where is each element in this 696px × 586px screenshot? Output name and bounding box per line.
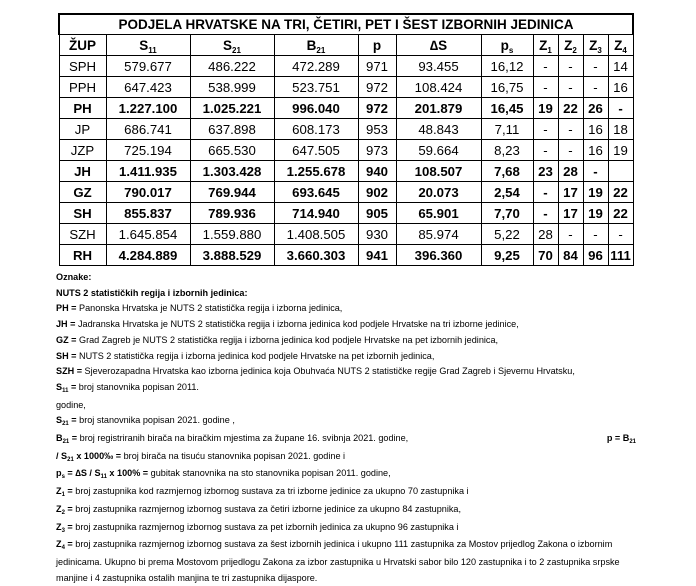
- table-cell: 538.999: [190, 77, 274, 98]
- table-cell: 769.944: [190, 182, 274, 203]
- legend-item-jh: JH = Jadranska Hrvatska je NUTS 2 statistička regija i izborna jedinica kod podjele Hrvatske na tri izborne jedinice,: [56, 319, 519, 330]
- table-cell: 19: [583, 203, 608, 224]
- table-body: [59, 56, 633, 266]
- table-cell: -: [558, 140, 583, 161]
- table-cell: 472.289: [274, 56, 358, 77]
- table-cell: 28: [558, 161, 583, 182]
- table-cell: 579.677: [106, 56, 190, 77]
- table-cell: 8,23: [481, 140, 533, 161]
- table-cell: 16: [583, 140, 608, 161]
- table-cell: 19: [583, 182, 608, 203]
- table-cell: 28: [533, 224, 558, 245]
- legend-item-ph: PH = Panonska Hrvatska je NUTS 2 statistička regija i izborna jedinica,: [56, 303, 343, 314]
- legend: [56, 270, 636, 586]
- table-cell: 941: [358, 245, 396, 266]
- table-cell: 665.530: [190, 140, 274, 161]
- table-cell: -: [583, 161, 608, 182]
- table-cell: RH: [59, 245, 106, 266]
- table-cell: 3.660.303: [274, 245, 358, 266]
- table-cell: -: [583, 56, 608, 77]
- table-cell: -: [533, 56, 558, 77]
- header-s21: $S_{21}$: [190, 35, 274, 56]
- table-cell: 953: [358, 119, 396, 140]
- table-row: [59, 140, 633, 161]
- table-cell: 7,68: [481, 161, 533, 182]
- table-cell: -: [583, 77, 608, 98]
- table-cell: 84: [558, 245, 583, 266]
- table-cell: 1.408.505: [274, 224, 358, 245]
- table-cell: 790.017: [106, 182, 190, 203]
- header-z3: $Z_3$: [583, 35, 608, 56]
- table-cell: 902: [358, 182, 396, 203]
- table-cell: 23: [533, 161, 558, 182]
- table-cell: 93.455: [396, 56, 481, 77]
- header-z2: $Z_2$: [558, 35, 583, 56]
- legend-item-p: / $S_{21}$ x 1000‰ = broj birača na tisuću stanovnika popisan 2021. godine i: [56, 450, 346, 463]
- table-cell: 65.901: [396, 203, 481, 224]
- table-cell: 96: [583, 245, 608, 266]
- table-cell: 972: [358, 77, 396, 98]
- table-cell: -: [608, 98, 633, 119]
- table-cell: 14: [608, 56, 633, 77]
- table-cell: -: [558, 119, 583, 140]
- table-row: [59, 245, 633, 266]
- table-title: PODJELA HRVATSKE NA TRI, ČETIRI, PET I ŠEST IZBORNIH JEDINICA: [59, 14, 633, 35]
- table-cell: 637.898: [190, 119, 274, 140]
- table-cell: 48.843: [396, 119, 481, 140]
- table-cell: SPH: [59, 56, 106, 77]
- table-row: [59, 161, 633, 182]
- table-cell: 26: [583, 98, 608, 119]
- legend-item-z4: $Z_4$ = broj zastupnika razmjernog izbornog sustava za šest izbornih jedinica i ukupno 111 zastupnika za Mostov prijedlog Zakona o izbornim jedinicama. Ukupno bi prema Mostovom prijedlogu Zakona za izbor zastupnika u Hrvatski sabor bilo 120 zastupnika i to 2 zastupnika srpske manjine i 4 zastupnika ostalih manjina te tri zastupnika dijaspore.: [56, 539, 620, 583]
- table-cell: 16: [583, 119, 608, 140]
- table-cell: 1.227.100: [106, 98, 190, 119]
- table-cell: 18: [608, 119, 633, 140]
- table-cell: JH: [59, 161, 106, 182]
- table-cell: 22: [558, 98, 583, 119]
- table-cell: 3.888.529: [190, 245, 274, 266]
- table-cell: 1.303.428: [190, 161, 274, 182]
- table-cell: 396.360: [396, 245, 481, 266]
- table-cell: 7,70: [481, 203, 533, 224]
- table-cell: -: [583, 224, 608, 245]
- table-cell: 201.879: [396, 98, 481, 119]
- table-cell: 108.424: [396, 77, 481, 98]
- table-cell: 16,12: [481, 56, 533, 77]
- table-cell: 111: [608, 245, 633, 266]
- table-cell: 19: [608, 140, 633, 161]
- header-ps: $p_s$: [481, 35, 533, 56]
- table-cell: 971: [358, 56, 396, 77]
- legend-item-gz: GZ = Grad Zagreb je NUTS 2 statistička regija i izborna jedinica kod podjele Hrvatske na pet izbornih jedinica,: [56, 334, 499, 345]
- table-cell: 85.974: [396, 224, 481, 245]
- table-row: [59, 119, 633, 140]
- table-cell: 4.284.889: [106, 245, 190, 266]
- legend-subheading: NUTS 2 statističkih regija i izbornih jedinica:: [56, 287, 248, 298]
- legend-formula-p: $p = B_{21}$: [606, 433, 636, 446]
- table-cell: -: [558, 56, 583, 77]
- table-cell: 608.173: [274, 119, 358, 140]
- table-cell: PH: [59, 98, 106, 119]
- legend-item-s11-cont: godine,: [56, 399, 86, 410]
- table-cell: 1.255.678: [274, 161, 358, 182]
- table-cell: GZ: [59, 182, 106, 203]
- legend-item-z1: $Z_1$ = broj zastupnika kod razmjernog izbornog sustava za tri izborne jedinice za ukupno 70 zastupnika i: [56, 486, 469, 499]
- header-zup: ŽUP: [59, 35, 106, 56]
- table-cell: 725.194: [106, 140, 190, 161]
- legend-item-z3: $Z_3$ = broj zastupnika razmjernog izbornog sustava za pet izbornih jedinica za ukupno 96 zastupnika i: [56, 521, 459, 534]
- table-cell: 16: [608, 77, 633, 98]
- table-cell: 930: [358, 224, 396, 245]
- legend-item-s21: $S_{21}$ = broj stanovnika popisan 2021. godine ,: [56, 415, 235, 428]
- table-cell: 789.936: [190, 203, 274, 224]
- legend-heading: Oznake:: [56, 272, 92, 282]
- table-cell: 647.423: [106, 77, 190, 98]
- data-table-container: [58, 13, 632, 266]
- table-cell: 855.837: [106, 203, 190, 224]
- header-z1: $Z_1$: [533, 35, 558, 56]
- table-cell: 22: [608, 182, 633, 203]
- table-cell: 972: [358, 98, 396, 119]
- table-row: [59, 203, 633, 224]
- table-cell: -: [558, 77, 583, 98]
- table-cell: 714.940: [274, 203, 358, 224]
- table-cell: [608, 161, 633, 182]
- header-z4: $Z_4$: [608, 35, 633, 56]
- table-cell: 1.645.854: [106, 224, 190, 245]
- legend-item-szh: SZH = Sjeverozapadna Hrvatska kao izborna jedinica koja Obuhvaća NUTS 2 statističke regije Grad Zagreb i Sjevernu Hrvatsku,: [56, 366, 575, 377]
- table-cell: 16,45: [481, 98, 533, 119]
- table-header-row: [59, 35, 633, 56]
- table-cell: 9,25: [481, 245, 533, 266]
- table-cell: 1.411.935: [106, 161, 190, 182]
- table-row: [59, 77, 633, 98]
- table-cell: 19: [533, 98, 558, 119]
- table-cell: -: [533, 119, 558, 140]
- table-cell: 996.040: [274, 98, 358, 119]
- table-cell: JP: [59, 119, 106, 140]
- table-cell: 905: [358, 203, 396, 224]
- table-cell: 20.073: [396, 182, 481, 203]
- table-cell: 17: [558, 182, 583, 203]
- table-row: [59, 56, 633, 77]
- table-cell: -: [533, 77, 558, 98]
- header-delta-s: ∆S: [396, 35, 481, 56]
- table-row: [59, 182, 633, 203]
- legend-item-sh: SH = NUTS 2 statistička regija i izborna jedinica kod podjele Hrvatske na pet izbornih jedinica,: [56, 350, 435, 361]
- table-row: [59, 98, 633, 119]
- table-cell: -: [533, 182, 558, 203]
- legend-item-ps: $p_s = \Delta S / S_{11}$ x 100% = gubitak stanovnika na sto stanovnika popisan 2011. godine,: [56, 468, 391, 481]
- table-cell: 686.741: [106, 119, 190, 140]
- table-cell: -: [533, 140, 558, 161]
- table-cell: SZH: [59, 224, 106, 245]
- table-cell: 17: [558, 203, 583, 224]
- table-cell: 486.222: [190, 56, 274, 77]
- table-cell: 22: [608, 203, 633, 224]
- table-cell: 5,22: [481, 224, 533, 245]
- table-cell: 523.751: [274, 77, 358, 98]
- table-cell: -: [608, 224, 633, 245]
- header-b21: $B_{21}$: [274, 35, 358, 56]
- table-cell: PPH: [59, 77, 106, 98]
- header-s11: $S_{11}$: [106, 35, 190, 56]
- table-cell: 973: [358, 140, 396, 161]
- table-cell: 2,54: [481, 182, 533, 203]
- electoral-units-table: [58, 13, 634, 266]
- table-cell: 647.505: [274, 140, 358, 161]
- table-cell: 70: [533, 245, 558, 266]
- table-cell: JZP: [59, 140, 106, 161]
- table-cell: -: [533, 203, 558, 224]
- table-cell: 693.645: [274, 182, 358, 203]
- legend-item-s11: $S_{11}$ = broj stanovnika popisan 2011.: [56, 381, 199, 394]
- table-cell: 1.559.880: [190, 224, 274, 245]
- table-cell: 59.664: [396, 140, 481, 161]
- table-cell: 1.025.221: [190, 98, 274, 119]
- table-cell: SH: [59, 203, 106, 224]
- table-cell: 7,11: [481, 119, 533, 140]
- table-cell: -: [558, 224, 583, 245]
- legend-item-z2: $Z_2$ = broj zastupnika razmjernog izbornog sustava za četiri izborne jedinice za ukupno 84 zastupnika,: [56, 503, 461, 516]
- table-cell: 16,75: [481, 77, 533, 98]
- table-cell: 108.507: [396, 161, 481, 182]
- table-cell: 940: [358, 161, 396, 182]
- legend-item-b21: $B_{21}$ = broj registriranih birača na biračkim mjestima za župane 16. svibnja 2021. godine, $p = B_{21}$: [56, 431, 636, 449]
- header-p: p: [358, 35, 396, 56]
- table-row: [59, 224, 633, 245]
